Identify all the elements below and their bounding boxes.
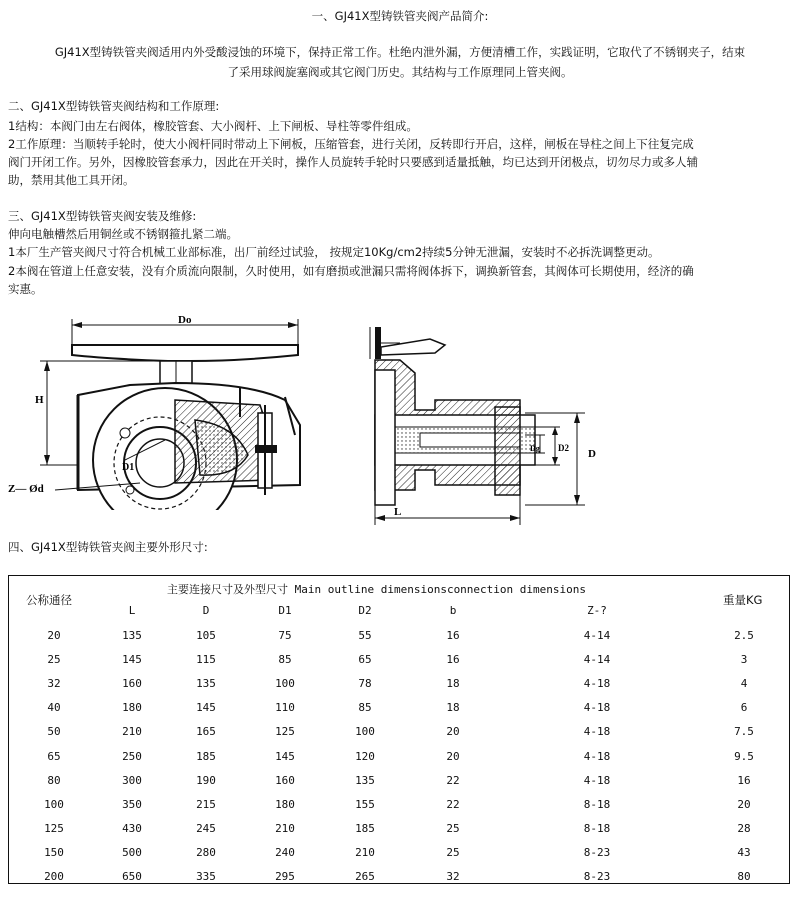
column-header: Z-? (587, 604, 607, 617)
table-cell: 135 (122, 629, 142, 642)
table-cell: 105 (196, 629, 216, 642)
label-zd: Z— Ød (8, 483, 44, 495)
table-cell: 85 (358, 701, 372, 715)
label-d2: D2 (558, 443, 569, 453)
table-cell: 8-23 (583, 870, 611, 883)
section-3-line-3: 2本阀在管道上任意安装，没有介质流向限制，久时使用，如有磨损或泄漏只需将阀体拆下，调换新管套，其阀体可长期使用，经济的确 (8, 264, 694, 278)
label-d1: D1 (122, 462, 135, 473)
section-2-title: 二、GJ41X型铸铁管夹阀结构和工作原理: (8, 99, 220, 113)
column-header: D2 (358, 604, 372, 617)
table-cell: 16 (737, 773, 751, 787)
table-cell: 65 (358, 653, 372, 667)
table-cell: 335 (196, 870, 216, 883)
table-cell: 18 (446, 701, 460, 715)
table-cell: 180 (122, 701, 142, 715)
table-cell: 650 (122, 870, 142, 883)
section-1-line-2: 了采用球阀旋塞阀或其它阀门历史。其结构与工作原理同上管夹阀。 (227, 65, 573, 79)
table-cell: 160 (122, 677, 142, 691)
table-cell: 160 (275, 773, 295, 787)
table-cell: 78 (358, 677, 372, 691)
label-dg: Dg (530, 444, 540, 453)
table-cell: 55 (358, 629, 372, 642)
table-cell: 40 (47, 701, 61, 715)
table-cell: 210 (122, 725, 142, 739)
table-cell: 20 (737, 797, 751, 811)
table-cell: 120 (355, 749, 375, 763)
table-cell: 145 (275, 749, 295, 763)
table-cell: 200 (44, 870, 64, 883)
table-cell: 300 (122, 773, 142, 787)
section-4-title: 四、GJ41X型铸铁管夹阀主要外形尺寸: (8, 540, 208, 554)
table-cell: 4 (740, 677, 748, 691)
table-cell: 500 (122, 845, 142, 859)
table-cell: 100 (275, 677, 295, 691)
table-cell: 125 (44, 821, 64, 835)
table-cell: 165 (196, 725, 216, 739)
table-cell: 32 (446, 870, 460, 883)
table-cell: 245 (196, 821, 216, 835)
column-header: D (202, 604, 210, 617)
table-cell: 145 (196, 701, 216, 715)
table-cell: 75 (278, 629, 292, 642)
header-weight: 重量KG (723, 593, 763, 607)
table-cell: 240 (275, 845, 295, 859)
table-cell: 20 (47, 629, 61, 642)
column-header: L (128, 604, 136, 617)
table-cell: 80 (737, 870, 751, 883)
section-3-line-4: 实惠。 (8, 282, 43, 296)
table-cell: 2.5 (734, 629, 754, 642)
table-cell: 3 (740, 653, 748, 667)
section-3-line-1: 伸向电触槽然后用铜丝或不锈钢箍扎紧二端。 (8, 227, 238, 241)
table-cell: 265 (355, 870, 375, 883)
table-cell: 22 (446, 773, 460, 787)
table-cell: 50 (47, 725, 61, 739)
table-cell: 32 (47, 677, 61, 691)
label-d: D (588, 448, 596, 460)
table-cell: 145 (122, 653, 142, 667)
label-l: L (394, 506, 402, 518)
section-1-title: 一、GJ41X型铸铁管夹阀产品简介: (311, 9, 489, 23)
section-2-principle-3: 助，禁用其他工具开闭。 (8, 173, 135, 187)
table-cell: 135 (196, 677, 216, 691)
header-nominal-size: 公称通径 (26, 593, 72, 607)
table-cell: 430 (122, 821, 142, 835)
valve-front-view-drawing (0, 305, 340, 510)
table-cell: 4-18 (583, 701, 611, 715)
table-cell: 80 (47, 773, 61, 787)
table-cell: 22 (446, 797, 460, 811)
table-cell: 100 (44, 797, 64, 811)
table-cell: 350 (122, 797, 142, 811)
table-cell: 210 (275, 821, 295, 835)
section-2-structure: 1结构：本阀门由左右阀体，橡胶管套、大小阀杆、上下闸板、导柱等零件组成。 (8, 119, 418, 133)
table-cell: 185 (355, 821, 375, 835)
table-cell: 125 (275, 725, 295, 739)
table-cell: 110 (275, 701, 295, 715)
table-cell: 8-18 (583, 821, 611, 835)
table-cell: 4-14 (583, 629, 611, 642)
table-cell: 4-14 (583, 653, 611, 667)
table-cell: 8-18 (583, 797, 611, 811)
table-cell: 210 (355, 845, 375, 859)
table-cell: 4-18 (583, 677, 611, 691)
section-3-title: 三、GJ41X型铸铁管夹阀安装及维修: (8, 209, 197, 223)
table-cell: 85 (278, 653, 292, 667)
table-cell: 4-18 (583, 725, 611, 739)
table-cell: 135 (355, 773, 375, 787)
dimension-table (8, 575, 790, 884)
header-main-dimensions: 主要连接尺寸及外型尺寸 Main outline dimensionsconnection dimensions (167, 583, 587, 596)
table-cell: 115 (196, 653, 216, 667)
table-cell: 215 (196, 797, 216, 811)
table-cell: 185 (196, 749, 216, 763)
table-cell: 280 (196, 845, 216, 859)
table-cell: 4-18 (583, 749, 611, 763)
table-cell: 9.5 (734, 749, 754, 763)
table-cell: 150 (44, 845, 64, 859)
column-header: D1 (278, 604, 292, 617)
table-cell: 65 (47, 749, 61, 763)
valve-side-section-drawing (360, 315, 620, 530)
table-cell: 43 (737, 845, 751, 859)
section-2-principle-2: 阀门开闭工作。另外，因橡胶管套承力，因此在开关时，操作人员旋转手轮时只要感到适量抵触，均已达到开闭极点，切勿尽力或多人辅 (8, 155, 698, 169)
table-cell: 4-18 (583, 773, 611, 787)
table-cell: 20 (446, 725, 460, 739)
table-cell: 100 (355, 725, 375, 739)
table-cell: 295 (275, 870, 295, 883)
table-cell: 155 (355, 797, 375, 811)
table-cell: 20 (446, 749, 460, 763)
table-cell: 7.5 (734, 725, 754, 739)
section-1-line-1: GJ41X型铸铁管夹阀适用内外受酸浸蚀的环境下，保持正常工作。杜绝内泄外漏，方便清槽工作，实践证明，它取代了不锈钢夹子，结束 (54, 45, 746, 59)
table-cell: 18 (446, 677, 460, 691)
table-cell: 250 (122, 749, 142, 763)
table-cell: 16 (446, 653, 460, 667)
table-cell: 16 (446, 629, 460, 642)
table-cell: 190 (196, 773, 216, 787)
section-2-principle-1: 2工作原理：当顺转手轮时，使大小阀杆同时带动上下闸板，压缩管套，进行关闭，反转即行开启，这样，闸板在导柱之间上下往复完成 (8, 137, 694, 151)
table-cell: 25 (446, 821, 460, 835)
table-cell: 8-23 (583, 845, 611, 859)
table-cell: 25 (47, 653, 61, 667)
table-cell: 180 (275, 797, 295, 811)
column-header: b (449, 604, 457, 617)
label-h: H (35, 394, 44, 406)
table-cell: 6 (740, 701, 748, 715)
table-cell: 25 (446, 845, 460, 859)
section-3-line-2: 1本厂生产管夹阀尺寸符合机械工业部标准，出厂前经过试验， 按规定10Kg/cm2持续5分钟无泄漏，安装时不必拆洗调整更动。 (8, 245, 660, 259)
label-do: Do (178, 314, 192, 326)
table-cell: 28 (737, 821, 751, 835)
